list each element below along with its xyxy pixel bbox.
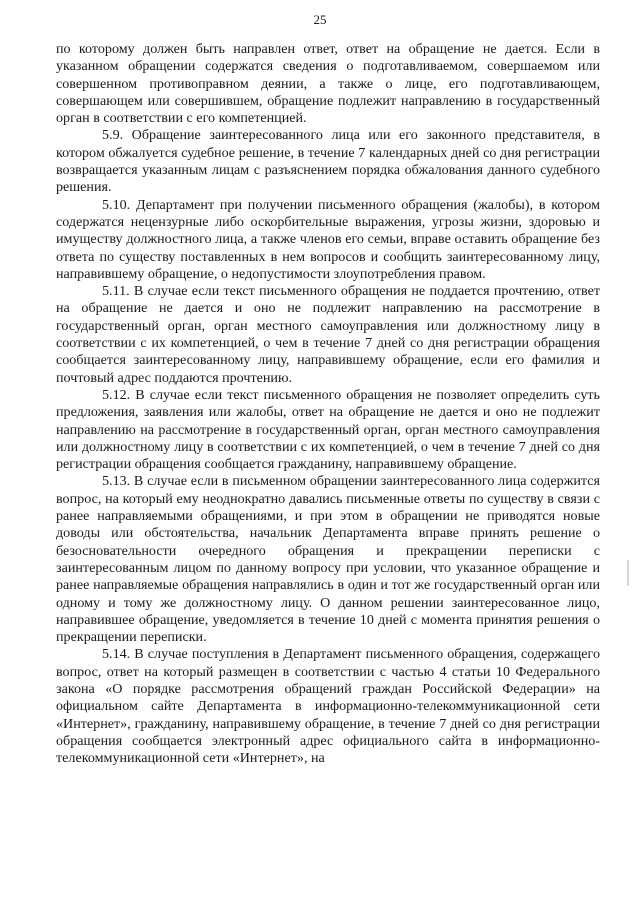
paragraph-continuation: по которому должен быть направлен ответ, ответ на обращение не дается. Если в указанном обращении содержатся сведения о подготавливаемом, совершаемом или совершенном противоправном деянии, а также о лице, его подготавливающем, совершающем или совершившем, обращение подлежит направлению в государственный орган в соответствии с его компетенцией.	[56, 41, 600, 127]
scan-edge-mark	[627, 560, 629, 586]
paragraph-5-14: 5.14. В случае поступления в Департамент письменного обращения, содержащего вопрос, ответ на который размещен в соответствии с частью 4 статьи 10 Федерального закона «О порядке рассмотрения обращений граждан Российской Федерации» на официальном сайте Департамента в информационно-телекоммуникационной сети «Интернет», гражданину, направившему обращение, в течение 7 дней со дня регистрации обращения сообщается электронный адрес официального сайта в информационно-телекоммуникационной сети «Интернет», на	[56, 646, 600, 767]
paragraph-5-9: 5.9. Обращение заинтересованного лица или его законного представителя, в котором обжалуется судебное решение, в течение 7 календарных дней со дня регистрации возвращается указанным лицам с разъяснением порядка обжалования данного судебного решения.	[56, 127, 600, 196]
document-body	[56, 41, 600, 767]
paragraph-5-10: 5.10. Департамент при получении письменного обращения (жалобы), в котором содержатся нецензурные либо оскорбительные выражения, угрозы жизни, здоровью и имуществу должностного лица, а также членов его семьи, вправе оставить обращение без ответа по существу поставленных в нем вопросов и сообщить заинтересованному лицу, направившему обращение, о недопустимости злоупотребления правом.	[56, 196, 600, 282]
paragraph-5-11: 5.11. В случае если текст письменного обращения не поддается прочтению, ответ на обращение не дается и оно не подлежит направлению на рассмотрение в государственный орган, орган местного самоуправления или должностному лицу в соответствии с их компетенцией, о чем в течение 7 дней со дня регистрации обращения сообщается заинтересованному лицу, направившему обращение, если его фамилия и почтовый адрес поддаются прочтению.	[56, 283, 600, 386]
page-number: 25	[313, 12, 327, 27]
paragraph-5-13: 5.13. В случае если в письменном обращении заинтересованного лица содержится вопрос, на который ему неоднократно давались письменные ответы по существу в связи с ранее направляемыми обращениями, и при этом в обращении не приводятся новые доводы или обстоятельства, начальник Департамента вправе принять решение о безосновательности очередного обращения и прекращении переписки с заинтересованным лицом по данному вопросу при условии, что указанное обращение и ранее направляемые обращения направлялись в один и тот же государственный орган или одному и тому же должностному лицу. О данном решении заинтересованное лицо, направившее обращение, уведомляется в течение 10 дней с момента принятия решения о прекращении переписки.	[56, 473, 600, 646]
paragraph-5-12: 5.12. В случае если текст письменного обращения не позволяет определить суть предложения, заявления или жалобы, ответ на обращение не дается и оно не подлежит направлению на рассмотрение в государственный орган, орган местного самоуправления или должностному лицу в соответствии с их компетенцией, о чем в течение 7 дней со дня регистрации обращения сообщается гражданину, направившему обращение.	[56, 386, 600, 473]
